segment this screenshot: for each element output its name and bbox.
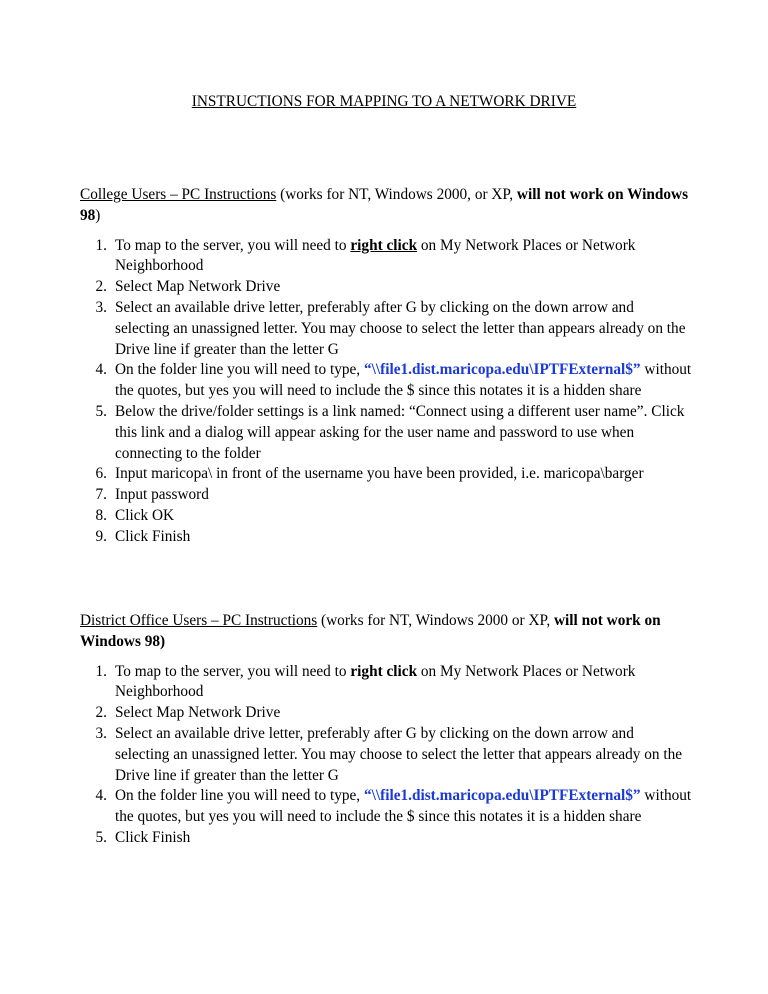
district-office-section: [80, 611, 692, 849]
open-quote: “: [363, 361, 372, 379]
network-path-link[interactable]: \\file1.dist.maricopa.edu\IPTFExternal$: [371, 361, 633, 379]
step-text: Select an available drive letter, preferably after G by clicking on the down arrow and selecting an unassigned letter. You may choose to select the letter than appears already on the Drive line if greater than the letter G: [115, 298, 686, 358]
district-heading-warning: will not work on Windows 98): [80, 612, 661, 650]
list-item: [80, 828, 692, 849]
step-text: Select Map Network Drive: [115, 704, 281, 722]
list-item: [80, 277, 692, 298]
step-text: [115, 662, 692, 704]
network-path-link[interactable]: \\file1.dist.maricopa.edu\IPTFExternal$: [371, 787, 633, 805]
step-number: 5.: [95, 828, 107, 846]
step-number: 4.: [95, 361, 107, 379]
step-text: [115, 786, 692, 828]
step-text: [115, 360, 692, 402]
college-heading-close: ): [95, 206, 101, 224]
step-number: 6.: [95, 465, 107, 483]
list-item: [80, 703, 692, 724]
step-number: 7.: [95, 486, 107, 504]
step-text: Below the drive/folder settings is a link named: “Connect using a different user name”. Click this link and a dialog will appear asking for the user name and password to use when connecting to the folder: [115, 402, 685, 462]
district-section-heading: [80, 611, 692, 653]
step-text-part: on My Network Places or Network Neighborhood: [115, 662, 636, 701]
close-quote: ”: [632, 787, 641, 805]
step-text: Input maricopa\ in front of the username you have been provided, i.e. maricopa\barger: [115, 465, 644, 483]
list-item: [80, 485, 692, 506]
list-item: [80, 527, 692, 548]
district-heading-compat: (works for NT, Windows 2000 or XP,: [317, 612, 554, 629]
step-number: 2.: [95, 704, 107, 722]
step-number: 1.: [95, 236, 107, 254]
step-number: 3.: [95, 724, 107, 742]
list-item: [80, 236, 692, 278]
step-number: 5.: [95, 402, 107, 420]
college-users-section: [80, 185, 692, 548]
step-text-part: On the folder line you will need to type,: [115, 787, 364, 805]
step-text: Input password: [115, 486, 209, 504]
close-quote: ”: [632, 361, 641, 379]
list-item: [80, 662, 692, 704]
step-number: 3.: [95, 298, 107, 316]
list-item: [80, 506, 692, 527]
college-heading-title: College Users – PC Instructions: [80, 186, 277, 203]
step-number: 9.: [95, 527, 107, 545]
page-title: INSTRUCTIONS FOR MAPPING TO A NETWORK DRIVE: [191, 93, 577, 110]
step-number: 4.: [95, 787, 107, 805]
step-text: Select an available drive letter, preferably after G by clicking on the down arrow and selecting an unassigned letter. You may choose to select the letter that appears already on the Drive line if greater than the letter G: [115, 724, 683, 784]
step-number: 1.: [95, 662, 107, 680]
right-click-emphasis: right click: [350, 662, 418, 680]
step-text-part: To map to the server, you will need to: [115, 236, 351, 254]
open-quote: “: [363, 787, 372, 805]
college-heading-compat: (works for NT, Windows 2000, or XP,: [276, 186, 517, 203]
right-click-emphasis: right click: [350, 236, 418, 254]
list-item: [80, 786, 692, 828]
step-number: 8.: [95, 506, 107, 524]
step-text: Click Finish: [115, 527, 191, 545]
list-item: [80, 724, 692, 786]
step-text-part: To map to the server, you will need to: [115, 662, 351, 680]
college-heading-warning: will not work on Windows 98: [80, 186, 689, 224]
district-steps-list: [80, 662, 692, 849]
list-item: [80, 464, 692, 485]
step-text-part: without the quotes, but yes you will need to include the $ since this notates it is a hidden share: [115, 361, 692, 400]
step-text-part: without the quotes, but yes you will need to include the $ since this notates it is a hidden share: [115, 787, 692, 826]
district-heading-title: District Office Users – PC Instructions: [80, 612, 318, 629]
step-text: [115, 236, 692, 278]
college-section-heading: [80, 185, 692, 227]
step-text: Click Finish: [115, 828, 191, 846]
list-item: [80, 402, 692, 464]
list-item: [80, 298, 692, 360]
step-text: Click OK: [115, 506, 175, 524]
step-text: Select Map Network Drive: [115, 278, 281, 296]
step-text-part: on My Network Places or Network Neighborhood: [115, 236, 636, 275]
college-steps-list: [80, 236, 692, 548]
list-item: [80, 360, 692, 402]
step-number: 2.: [95, 278, 107, 296]
step-text-part: On the folder line you will need to type,: [115, 361, 364, 379]
